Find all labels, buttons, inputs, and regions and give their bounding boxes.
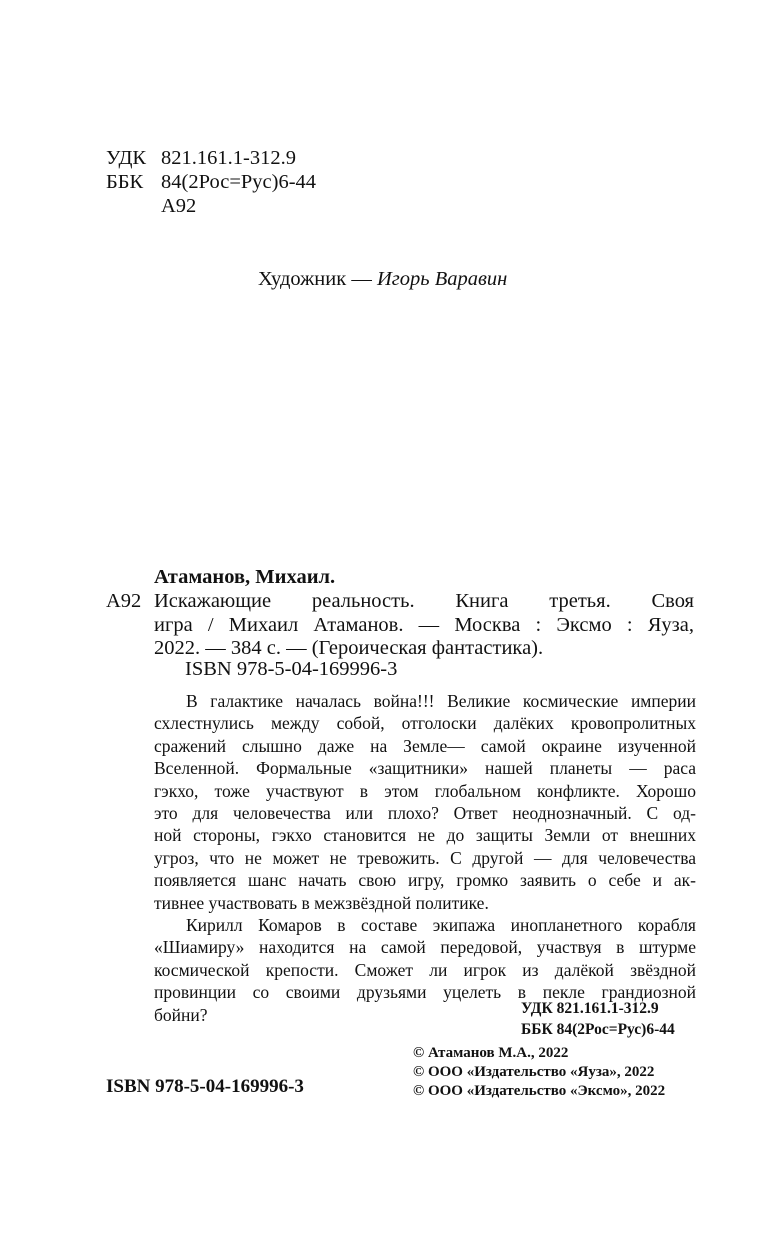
illustrator-name: Игорь Варавин — [376, 268, 508, 290]
bbk-short: ББК 84(2Рос=Рус)6-44 — [521, 1021, 675, 1038]
bib-line: Искажающие реальность. Книга третья. Своя — [154, 590, 694, 612]
udk-short: УДК 821.161.1-312.9 — [521, 1000, 659, 1017]
isbn-bottom: ISBN 978-5-04-169996-3 — [106, 1076, 304, 1097]
udk-line — [106, 146, 296, 170]
bib-code: А92 — [106, 590, 142, 612]
annotation-line: В галактике началась война!!! Великие космические империи — [186, 691, 696, 711]
copyright-line: © ООО «Издательство «Яуза», 2022 — [413, 1064, 655, 1080]
illustrator-label: Художник — — [258, 268, 377, 290]
annotation-line: космической крепости. Сможет ли игрок из далёкой звёздной — [154, 959, 696, 980]
annotation-line: провинции со своими друзьями уцелеть в пекле грандиозной — [154, 982, 696, 1003]
annotation-line: схлестнулись между собой, отголоски далёких кровопролитных — [154, 713, 696, 734]
author-code-line — [106, 194, 196, 218]
annotation-line: тивнее участвовать в межзвёздной политике. — [154, 892, 489, 913]
annotation-line: появляется шанс начать свою игру, громко заявить о себе и ак- — [154, 870, 696, 891]
annotation-line: гэкхо, тоже участвуют в этом глобальном конфликте. Хорошо — [154, 780, 696, 801]
author-code: А92 — [161, 195, 197, 217]
annotation-line: бойни? — [154, 1004, 208, 1025]
bib-isbn: ISBN 978-5-04-169996-3 — [185, 658, 398, 680]
illustrator-credit — [258, 268, 507, 291]
annotation-line: ной стороны, гэкхо становится не до защиты Земли от внешних — [154, 825, 696, 846]
udk-value: 821.161.1-312.9 — [161, 147, 296, 169]
annotation-line: Кирилл Комаров в составе экипажа инопланетного корабля — [186, 915, 696, 936]
annotation-line: угроз, что не может не тревожить. С другой — для человечества — [154, 847, 696, 868]
bib-line: игра / Михаил Атаманов. — Москва : Эксмо : Яуза, — [154, 613, 694, 636]
copyright-line: © Атаманов М.А., 2022 — [413, 1045, 569, 1061]
annotation-line: сражений слышно даже на Земле— самой окраине изученной — [154, 735, 696, 756]
bbk-label: ББК — [106, 171, 144, 193]
bbk-value: 84(2Рос=Рус)6-44 — [161, 171, 317, 193]
annotation-line: это для человечества или плохо? Ответ неоднозначный. С од- — [154, 803, 696, 824]
bib-line: 2022. — 384 с. — (Героическая фантастика). — [154, 637, 544, 659]
annotation — [154, 690, 696, 1026]
copyright-line: © ООО «Издательство «Эксмо», 2022 — [413, 1083, 666, 1099]
bbk-line — [106, 170, 316, 194]
annotation-line: Вселенной. Формальные «защитники» нашей планеты — раса — [154, 758, 696, 779]
annotation-line: «Шиамиру» находится на самой передовой, участвуя в штурме — [154, 937, 696, 958]
bib-author: Атаманов, Михаил. — [154, 566, 336, 588]
bib-description — [154, 590, 694, 661]
udk-label: УДК — [106, 147, 147, 169]
